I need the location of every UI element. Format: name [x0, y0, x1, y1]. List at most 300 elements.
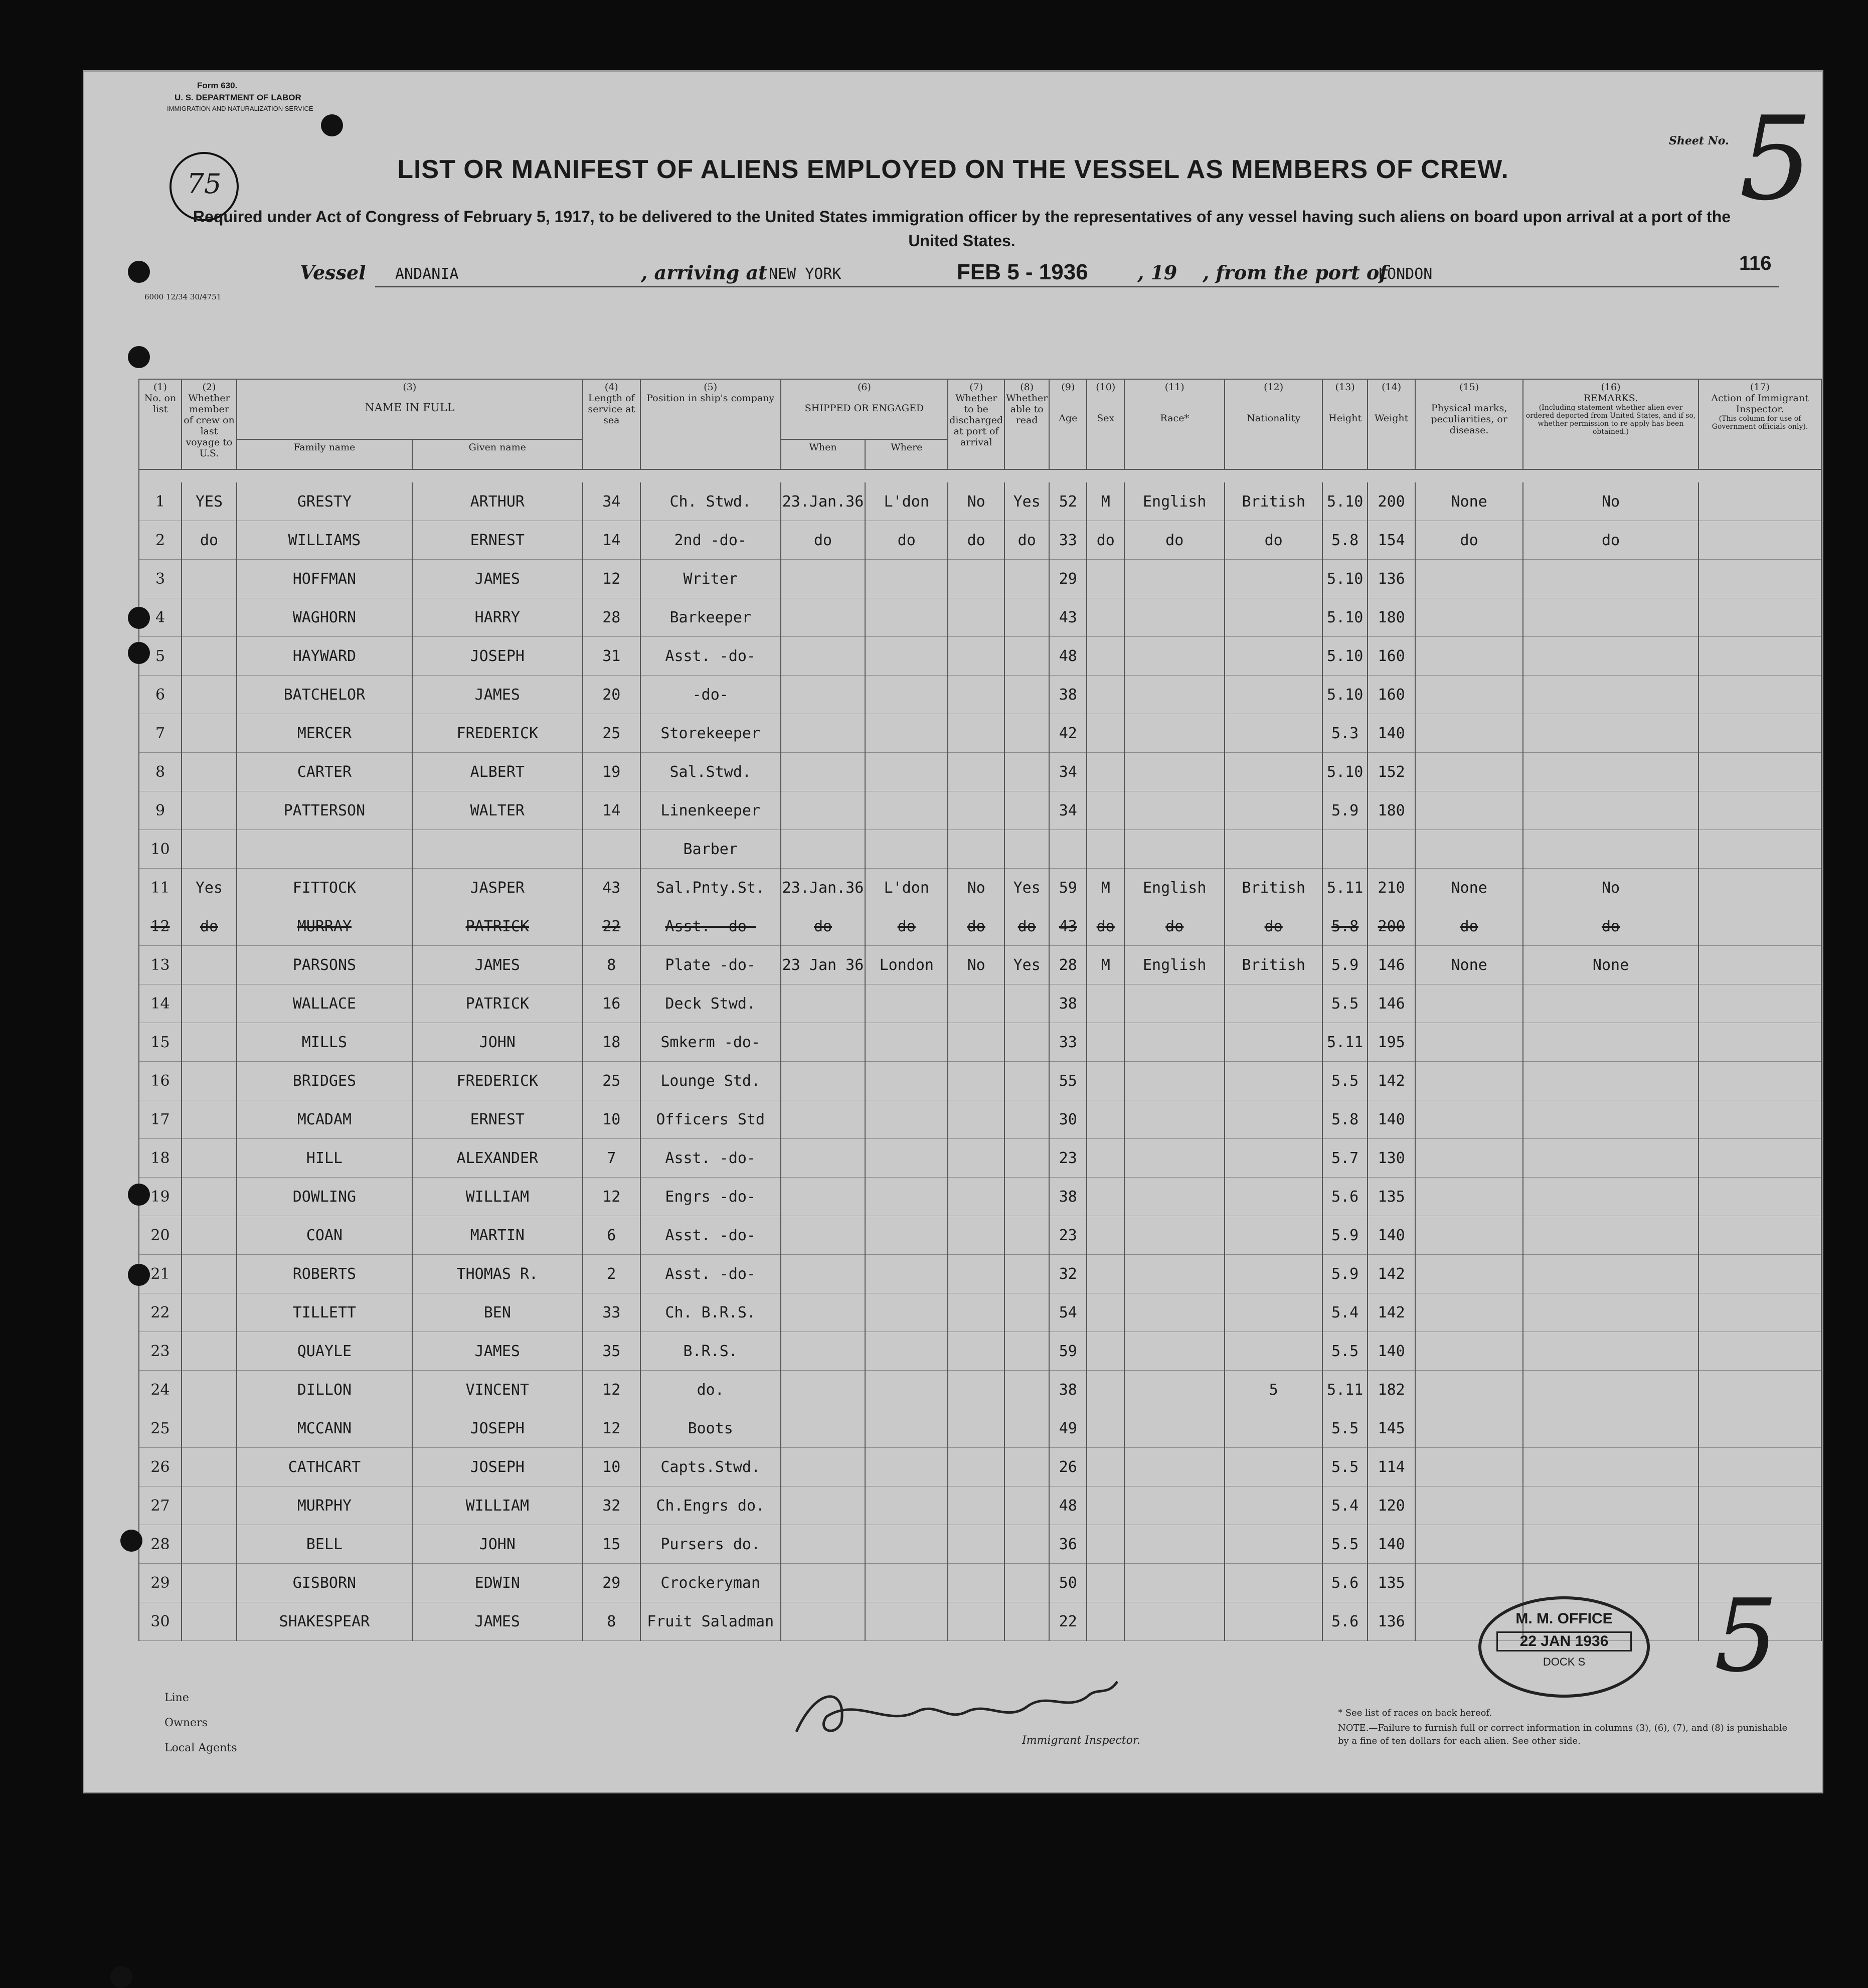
cell-family: PATTERSON — [237, 791, 412, 830]
arriving-label: , arriving at — [641, 261, 767, 284]
cell-marks — [1415, 1100, 1523, 1139]
cell-family: TILLETT — [237, 1293, 412, 1332]
cell-weight: 136 — [1368, 1602, 1415, 1641]
cell-marks: do — [1415, 907, 1523, 946]
table-row — [139, 1448, 1821, 1486]
col-3-title: NAME IN FULL — [365, 402, 455, 414]
cell-when — [781, 637, 866, 676]
col-prev-voyage-header — [182, 379, 237, 469]
cell-position: -do- — [640, 676, 781, 714]
cell-race: do — [1124, 521, 1225, 560]
cell-service: 16 — [583, 984, 640, 1023]
cell-disch — [948, 598, 1004, 637]
cell-disch — [948, 1216, 1004, 1255]
cell-no: 4 — [139, 598, 182, 637]
cell-nat: do — [1225, 521, 1322, 560]
cell-height: 5.10 — [1322, 676, 1368, 714]
stamp-office: M. M. OFFICE — [1515, 1610, 1613, 1627]
cell-service: 35 — [583, 1332, 640, 1371]
cell-when — [781, 1409, 866, 1448]
cell-prev — [182, 1178, 237, 1216]
cell-when — [781, 984, 866, 1023]
cell-prev — [182, 1448, 237, 1486]
col-11-title: Race* — [1160, 413, 1189, 424]
cell-read — [1004, 1448, 1049, 1486]
cell-prev — [182, 1139, 237, 1178]
col-height-header — [1322, 379, 1368, 469]
cell-when — [781, 753, 866, 791]
col-5-num: (5) — [704, 382, 718, 393]
cell-nat — [1225, 676, 1322, 714]
col-14-title: Weight — [1374, 413, 1409, 424]
cell-family: HAYWARD — [237, 637, 412, 676]
cell-read — [1004, 598, 1049, 637]
cell-nat — [1225, 1023, 1322, 1062]
page-number: 116 — [1739, 252, 1772, 274]
cell-disch — [948, 1023, 1004, 1062]
cell-remarks — [1523, 637, 1699, 676]
cell-height: 5.6 — [1322, 1178, 1368, 1216]
cell-remarks — [1523, 1255, 1699, 1293]
col-6-num: (6) — [858, 382, 871, 393]
table-row — [139, 1525, 1821, 1564]
col-8-title: Whether able to read — [1006, 393, 1048, 426]
cell-position: Fruit Saladman — [640, 1602, 781, 1641]
cell-prev — [182, 1409, 237, 1448]
cell-where: L'don — [865, 869, 948, 907]
cell-family: QUAYLE — [237, 1332, 412, 1371]
cell-read — [1004, 1371, 1049, 1409]
cell-nat — [1225, 714, 1322, 753]
cell-read — [1004, 791, 1049, 830]
cell-given: MARTIN — [412, 1216, 583, 1255]
cell-family: ROBERTS — [237, 1255, 412, 1293]
cell-race: do — [1124, 907, 1225, 946]
cell-remarks — [1523, 1178, 1699, 1216]
cell-nat — [1225, 753, 1322, 791]
cell-read — [1004, 1139, 1049, 1178]
cell-disch: do — [948, 907, 1004, 946]
cell-service: 14 — [583, 521, 640, 560]
cell-action — [1699, 1486, 1821, 1525]
cell-race: English — [1124, 869, 1225, 907]
cell-family: BELL — [237, 1525, 412, 1564]
cell-prev: do — [182, 907, 237, 946]
cell-service: 31 — [583, 637, 640, 676]
cell-when: 23.Jan.36 — [781, 482, 866, 521]
col-15-title: Physical marks, peculiarities, or disease. — [1431, 403, 1507, 436]
cell-marks — [1415, 1409, 1523, 1448]
cell-action — [1699, 1371, 1821, 1409]
cell-where — [865, 1409, 948, 1448]
cell-sex — [1087, 1409, 1124, 1448]
cell-sex — [1087, 1371, 1124, 1409]
col-7-title: Whether to be discharged at port of arrival — [949, 393, 1003, 448]
cell-position: Smkerm -do- — [640, 1023, 781, 1062]
cell-given: WILLIAM — [412, 1486, 583, 1525]
cell-age: 23 — [1049, 1216, 1087, 1255]
cell-race — [1124, 1139, 1225, 1178]
cell-no: 27 — [139, 1486, 182, 1525]
binder-hole — [128, 346, 150, 368]
cell-weight: 130 — [1368, 1139, 1415, 1178]
cell-height: 5.11 — [1322, 869, 1368, 907]
cell-race: English — [1124, 482, 1225, 521]
inspector-label: Immigrant Inspector. — [1022, 1734, 1140, 1747]
cell-no: 29 — [139, 1564, 182, 1602]
cell-where — [865, 830, 948, 869]
cell-age: 34 — [1049, 791, 1087, 830]
cell-service: 6 — [583, 1216, 640, 1255]
cell-sex — [1087, 1255, 1124, 1293]
cell-family: WAGHORN — [237, 598, 412, 637]
cell-position: Crockeryman — [640, 1564, 781, 1602]
cell-nat: British — [1225, 482, 1322, 521]
cell-no: 6 — [139, 676, 182, 714]
col-marks-header — [1415, 379, 1523, 469]
cell-action — [1699, 482, 1821, 521]
cell-given: JOHN — [412, 1525, 583, 1564]
cell-sex — [1087, 560, 1124, 598]
cell-remarks — [1523, 1525, 1699, 1564]
cell-weight: 210 — [1368, 869, 1415, 907]
cell-position: Storekeeper — [640, 714, 781, 753]
cell-marks: None — [1415, 869, 1523, 907]
cell-height: 5.5 — [1322, 1448, 1368, 1486]
cell-read — [1004, 676, 1049, 714]
cell-weight: 136 — [1368, 560, 1415, 598]
cell-race — [1124, 1602, 1225, 1641]
cell-height: 5.5 — [1322, 1062, 1368, 1100]
cell-service: 28 — [583, 598, 640, 637]
cell-when — [781, 1448, 866, 1486]
cell-sex — [1087, 637, 1124, 676]
table-row — [139, 676, 1821, 714]
cell-sex — [1087, 1602, 1124, 1641]
cell-no: 30 — [139, 1602, 182, 1641]
cell-nat — [1225, 1564, 1322, 1602]
cell-service: 32 — [583, 1486, 640, 1525]
cell-sex — [1087, 1486, 1124, 1525]
voyage-underline — [375, 286, 1779, 287]
cell-given: FREDERICK — [412, 1062, 583, 1100]
cell-sex: M — [1087, 946, 1124, 984]
cell-prev — [182, 1486, 237, 1525]
cell-when: do — [781, 907, 866, 946]
cell-prev — [182, 714, 237, 753]
cell-no: 14 — [139, 984, 182, 1023]
cell-remarks — [1523, 1216, 1699, 1255]
col-4-title: Length of service at sea — [588, 393, 635, 426]
col-17-subtitle: (This column for use of Government officials only). — [1712, 415, 1808, 431]
cell-disch — [948, 637, 1004, 676]
cell-nat — [1225, 1216, 1322, 1255]
cell-when — [781, 560, 866, 598]
cell-nat — [1225, 1100, 1322, 1139]
cell-disch — [948, 1139, 1004, 1178]
cell-remarks — [1523, 791, 1699, 830]
cell-read — [1004, 1178, 1049, 1216]
cell-sex: do — [1087, 521, 1124, 560]
cell-when — [781, 1216, 866, 1255]
cell-race — [1124, 791, 1225, 830]
cell-where: London — [865, 946, 948, 984]
sheet-number: 5 — [1739, 92, 1813, 226]
cell-position: 2nd -do- — [640, 521, 781, 560]
cell-sex — [1087, 1448, 1124, 1486]
cell-age: 33 — [1049, 521, 1087, 560]
cell-read — [1004, 1255, 1049, 1293]
cell-position: Barber — [640, 830, 781, 869]
cell-action — [1699, 1216, 1821, 1255]
cell-disch — [948, 984, 1004, 1023]
cell-weight: 142 — [1368, 1255, 1415, 1293]
owners-label: Owners — [164, 1717, 208, 1729]
manifest-title: LIST OR MANIFEST OF ALIENS EMPLOYED ON THE VESSEL AS MEMBERS OF CREW. — [397, 155, 1509, 184]
cell-action — [1699, 521, 1821, 560]
cell-where — [865, 598, 948, 637]
cell-race — [1124, 1293, 1225, 1332]
cell-sex — [1087, 1062, 1124, 1100]
cell-height: 5.10 — [1322, 560, 1368, 598]
cell-sex: M — [1087, 869, 1124, 907]
cell-family: MERCER — [237, 714, 412, 753]
cell-action — [1699, 791, 1821, 830]
cell-height: 5.9 — [1322, 1216, 1368, 1255]
cell-nat: British — [1225, 946, 1322, 984]
cell-weight: 135 — [1368, 1178, 1415, 1216]
cell-age: 42 — [1049, 714, 1087, 753]
cell-service: 10 — [583, 1100, 640, 1139]
cell-action — [1699, 1178, 1821, 1216]
cell-age: 59 — [1049, 869, 1087, 907]
vessel-label: Vessel — [300, 261, 366, 284]
cell-disch — [948, 1332, 1004, 1371]
cell-no: 28 — [139, 1525, 182, 1564]
cell-nat — [1225, 1255, 1322, 1293]
department-name: U. S. DEPARTMENT OF LABOR — [175, 93, 301, 102]
cell-where — [865, 1100, 948, 1139]
cell-where — [865, 637, 948, 676]
cell-given — [412, 830, 583, 869]
cell-age: 38 — [1049, 1371, 1087, 1409]
cell-sex — [1087, 598, 1124, 637]
cell-marks — [1415, 1486, 1523, 1525]
col-3-num: (3) — [403, 382, 417, 393]
cell-action — [1699, 753, 1821, 791]
cell-age: 59 — [1049, 1332, 1087, 1371]
cell-given: JAMES — [412, 1332, 583, 1371]
cell-action — [1699, 830, 1821, 869]
col-12-title: Nationality — [1247, 413, 1301, 424]
stamp-date: 22 JAN 1936 — [1496, 1631, 1632, 1651]
cell-where — [865, 1216, 948, 1255]
cell-weight: 160 — [1368, 676, 1415, 714]
cell-no: 16 — [139, 1062, 182, 1100]
table-row — [139, 1486, 1821, 1525]
cell-race — [1124, 714, 1225, 753]
cell-weight: 140 — [1368, 1216, 1415, 1255]
cell-marks — [1415, 1023, 1523, 1062]
cell-no: 17 — [139, 1100, 182, 1139]
from-port-label: , from the port of — [1203, 261, 1388, 284]
cell-height: 5.10 — [1322, 753, 1368, 791]
cell-no: 23 — [139, 1332, 182, 1371]
cell-read — [1004, 1062, 1049, 1100]
cell-no: 10 — [139, 830, 182, 869]
cell-read — [1004, 1293, 1049, 1332]
cell-family: HILL — [237, 1139, 412, 1178]
cell-disch — [948, 1371, 1004, 1409]
cell-race — [1124, 1216, 1225, 1255]
cell-marks — [1415, 1371, 1523, 1409]
races-note: * See list of races on back hereof. — [1338, 1708, 1492, 1718]
cell-nat — [1225, 1062, 1322, 1100]
cell-family: CATHCART — [237, 1448, 412, 1486]
cell-no: 19 — [139, 1178, 182, 1216]
cell-family: WALLACE — [237, 984, 412, 1023]
cell-disch — [948, 1564, 1004, 1602]
binder-hole — [128, 607, 150, 629]
cell-where — [865, 676, 948, 714]
cell-remarks — [1523, 560, 1699, 598]
cell-when: do — [781, 521, 866, 560]
binder-hole — [110, 1966, 132, 1988]
cell-weight: 135 — [1368, 1564, 1415, 1602]
cell-disch — [948, 1293, 1004, 1332]
cell-nat — [1225, 1332, 1322, 1371]
cell-position: Asst. -do- — [640, 1139, 781, 1178]
cell-height: 5.9 — [1322, 1255, 1368, 1293]
cell-weight: 146 — [1368, 946, 1415, 984]
cell-nat — [1225, 1139, 1322, 1178]
cell-service: 12 — [583, 1409, 640, 1448]
cell-service: 33 — [583, 1293, 640, 1332]
col-no-header — [139, 379, 182, 469]
cell-height: 5.8 — [1322, 907, 1368, 946]
cell-read — [1004, 1023, 1049, 1062]
cell-service: 43 — [583, 869, 640, 907]
table-row — [139, 637, 1821, 676]
table-row — [139, 560, 1821, 598]
cell-marks — [1415, 1178, 1523, 1216]
cell-height: 5.6 — [1322, 1564, 1368, 1602]
col-shipped-header — [781, 379, 948, 439]
cell-family: BRIDGES — [237, 1062, 412, 1100]
cell-given: FREDERICK — [412, 714, 583, 753]
cell-nat — [1225, 830, 1322, 869]
cell-prev — [182, 753, 237, 791]
cell-race — [1124, 1178, 1225, 1216]
cell-sex — [1087, 753, 1124, 791]
cell-given: ARTHUR — [412, 482, 583, 521]
col-13-title: Height — [1328, 413, 1362, 424]
cell-weight: 180 — [1368, 791, 1415, 830]
cell-disch — [948, 791, 1004, 830]
cell-height: 5.5 — [1322, 1332, 1368, 1371]
binder-hole — [321, 114, 343, 136]
cell-family: COAN — [237, 1216, 412, 1255]
cell-remarks — [1523, 1023, 1699, 1062]
cell-weight: 200 — [1368, 907, 1415, 946]
col-nationality-header — [1225, 379, 1322, 469]
cell-race — [1124, 1062, 1225, 1100]
cell-marks — [1415, 753, 1523, 791]
cell-weight: 146 — [1368, 984, 1415, 1023]
cell-disch — [948, 714, 1004, 753]
cell-nat: 5 — [1225, 1371, 1322, 1409]
cell-position: Lounge Std. — [640, 1062, 781, 1100]
cell-read — [1004, 714, 1049, 753]
cell-where — [865, 714, 948, 753]
cell-given: JOSEPH — [412, 1448, 583, 1486]
cell-age: 48 — [1049, 1486, 1087, 1525]
cell-disch — [948, 1255, 1004, 1293]
vessel-name: ANDANIA — [395, 265, 459, 283]
cell-when — [781, 598, 866, 637]
cell-read: do — [1004, 907, 1049, 946]
cell-when — [781, 1486, 866, 1525]
col-sex-header — [1087, 379, 1124, 469]
cell-no: 15 — [139, 1023, 182, 1062]
table-row — [139, 1139, 1821, 1178]
table-row — [139, 1409, 1821, 1448]
cell-service: 25 — [583, 1062, 640, 1100]
cell-when: 23 Jan 36 — [781, 946, 866, 984]
cell-action — [1699, 984, 1821, 1023]
cell-race — [1124, 1448, 1225, 1486]
col-16-subtitle: (Including statement whether alien ever ordered deported from United States, and if so, whether permission to re-apply has been obtained.) — [1525, 404, 1696, 436]
cell-read — [1004, 753, 1049, 791]
table-row — [139, 830, 1821, 869]
cell-where: do — [865, 521, 948, 560]
cell-disch — [948, 1486, 1004, 1525]
signature-stroke — [796, 1682, 1117, 1732]
cell-no: 26 — [139, 1448, 182, 1486]
cell-family: CARTER — [237, 753, 412, 791]
cell-read — [1004, 1409, 1049, 1448]
cell-where — [865, 1023, 948, 1062]
cell-position: Asst. -do- — [640, 907, 781, 946]
cell-remarks — [1523, 753, 1699, 791]
col-weight-header — [1368, 379, 1415, 469]
cell-when — [781, 1023, 866, 1062]
cell-family: MURPHY — [237, 1486, 412, 1525]
cell-height: 5.11 — [1322, 1371, 1368, 1409]
cell-no: 24 — [139, 1371, 182, 1409]
cell-race — [1124, 560, 1225, 598]
cell-family: MCCANN — [237, 1409, 412, 1448]
cell-age: 26 — [1049, 1448, 1087, 1486]
cell-marks: None — [1415, 482, 1523, 521]
cell-where — [865, 1332, 948, 1371]
cell-age: 28 — [1049, 946, 1087, 984]
cell-position: Linenkeeper — [640, 791, 781, 830]
cell-sex — [1087, 984, 1124, 1023]
cell-age: 43 — [1049, 907, 1087, 946]
col-6-title: SHIPPED OR ENGAGED — [804, 403, 924, 414]
cell-age: 38 — [1049, 1178, 1087, 1216]
cell-remarks — [1523, 1564, 1699, 1602]
cell-when: 23.Jan.36 — [781, 869, 866, 907]
cell-position: do. — [640, 1371, 781, 1409]
cell-remarks — [1523, 1293, 1699, 1332]
cell-position: Officers Std — [640, 1100, 781, 1139]
cell-prev — [182, 1525, 237, 1564]
cell-read — [1004, 560, 1049, 598]
cell-action — [1699, 1525, 1821, 1564]
cell-prev — [182, 1371, 237, 1409]
